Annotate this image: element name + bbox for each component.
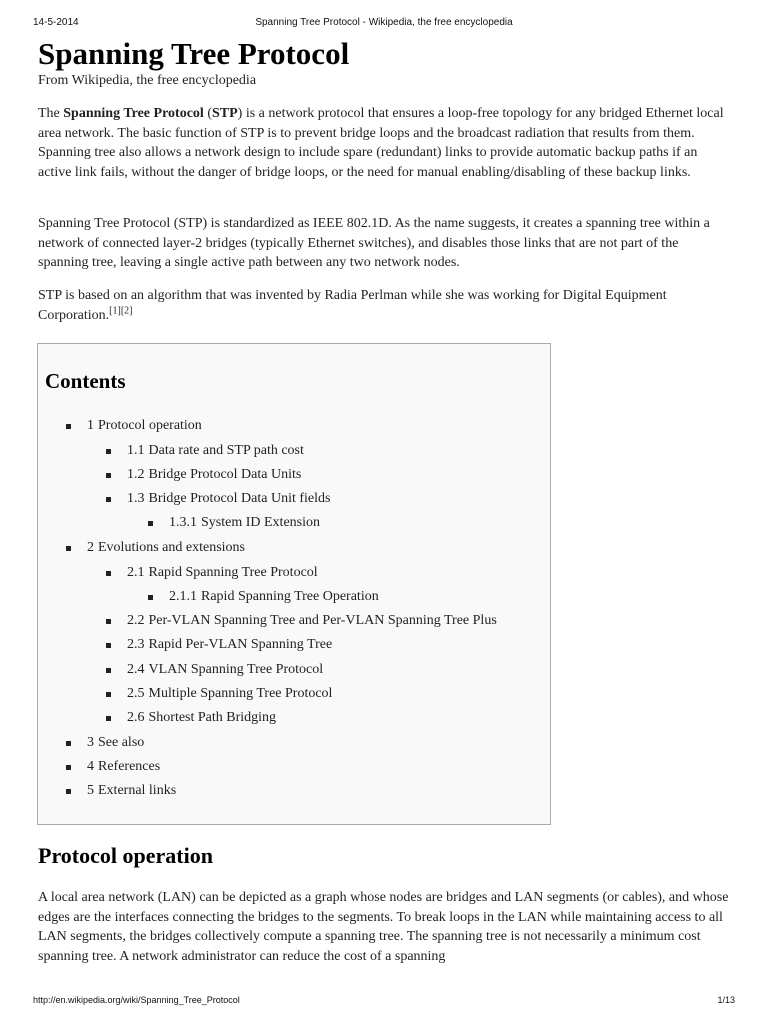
reference-links[interactable]: [1][2]: [109, 304, 133, 316]
toc-title: Contents: [45, 369, 126, 393]
bullet-icon: [106, 643, 111, 648]
bullet-icon: [148, 521, 153, 526]
toc-item-1-3-1[interactable]: 1.3.1 System ID Extension: [169, 514, 320, 532]
stp-abbrev: STP: [211, 106, 238, 121]
bullet-icon: [66, 765, 71, 770]
intro-paragraph-2: Spanning Tree Protocol (STP) is standardized as IEEE 802.1D. As the name suggests, it creates a spanning tree within a network of connected layer-2 bridges (typically Ethernet switches), and disables those links that are not part of the spanning tree, leaving a single active path between any two network nodes.: [38, 216, 710, 270]
section-heading-protocol-operation: Protocol operation: [38, 843, 213, 868]
bullet-icon: [106, 449, 111, 454]
intro-paragraph-3: STP is based on an algorithm that was invented by Radia Perlman while she was working for Digital Equipment Corporation.[1][2]: [38, 288, 667, 323]
section-paragraph-1: A local area network (LAN) can be depicted as a graph whose nodes are bridges and LAN segments (or cables), and whose edges are the interfaces connecting the bridges to the segments. To break loops in the LAN while maintaining access to all LAN segments, the bridges collectively compute a spanning tree. The spanning tree is not necessarily a minimum cost spanning tree. A network administrator can reduce the cost of a spanning: [38, 890, 729, 964]
bullet-icon: [106, 619, 111, 624]
toc-item-1-2[interactable]: 1.2 Bridge Protocol Data Units: [127, 466, 301, 484]
bullet-icon: [66, 424, 71, 429]
toc-item-1-1[interactable]: 1.1 Data rate and STP path cost: [127, 442, 304, 460]
toc-item-2-2[interactable]: 2.2 Per-VLAN Spanning Tree and Per-VLAN Spanning Tree Plus: [127, 612, 497, 630]
print-page-title: Spanning Tree Protocol - Wikipedia, the free encyclopedia: [255, 17, 513, 28]
intro-paragraph-1: The Spanning Tree Protocol (STP) is a network protocol that ensures a loop-free topology for any bridged Ethernet local area network. The basic function of STP is to prevent bridge loops and the broadcast radiation that results from them. Spanning tree also allows a network design to include spare (redundant) links to provide automatic backup paths if an active link fails, without the danger of bridge loops, or the need for manual enabling/disabling of these backup links.: [38, 106, 724, 180]
bullet-icon: [106, 716, 111, 721]
toc-item-2-3[interactable]: 2.3 Rapid Per-VLAN Spanning Tree: [127, 636, 332, 654]
toc-item-2[interactable]: 2 Evolutions and extensions: [87, 539, 245, 557]
print-url: http://en.wikipedia.org/wiki/Spanning_Tree_Protocol: [33, 995, 240, 1005]
toc-item-4[interactable]: 4 References: [87, 758, 160, 776]
toc-item-2-5[interactable]: 2.5 Multiple Spanning Tree Protocol: [127, 685, 332, 703]
bullet-icon: [106, 692, 111, 697]
table-of-contents: [37, 343, 551, 825]
toc-item-5[interactable]: 5 External links: [87, 782, 176, 800]
page-title: Spanning Tree Protocol: [38, 36, 350, 71]
bullet-icon: [106, 497, 111, 502]
print-date: 14-5-2014: [33, 17, 79, 28]
toc-item-2-1[interactable]: 2.1 Rapid Spanning Tree Protocol: [127, 564, 318, 582]
toc-item-3[interactable]: 3 See also: [87, 734, 144, 752]
print-footer: [33, 995, 735, 1009]
bullet-icon: [66, 741, 71, 746]
print-header: [33, 17, 735, 31]
bullet-icon: [66, 546, 71, 551]
bullet-icon: [148, 595, 153, 600]
stp-bold-term: Spanning Tree Protocol: [63, 106, 204, 121]
bullet-icon: [66, 789, 71, 794]
toc-item-1[interactable]: 1 Protocol operation: [87, 417, 202, 435]
bullet-icon: [106, 473, 111, 478]
toc-item-2-1-1[interactable]: 2.1.1 Rapid Spanning Tree Operation: [169, 588, 379, 606]
bullet-icon: [106, 668, 111, 673]
toc-item-2-4[interactable]: 2.4 VLAN Spanning Tree Protocol: [127, 661, 323, 679]
toc-item-2-6[interactable]: 2.6 Shortest Path Bridging: [127, 709, 276, 727]
toc-item-1-3[interactable]: 1.3 Bridge Protocol Data Unit fields: [127, 490, 330, 508]
page-number: 1/13: [717, 995, 735, 1005]
site-subtitle: From Wikipedia, the free encyclopedia: [38, 73, 257, 88]
bullet-icon: [106, 571, 111, 576]
